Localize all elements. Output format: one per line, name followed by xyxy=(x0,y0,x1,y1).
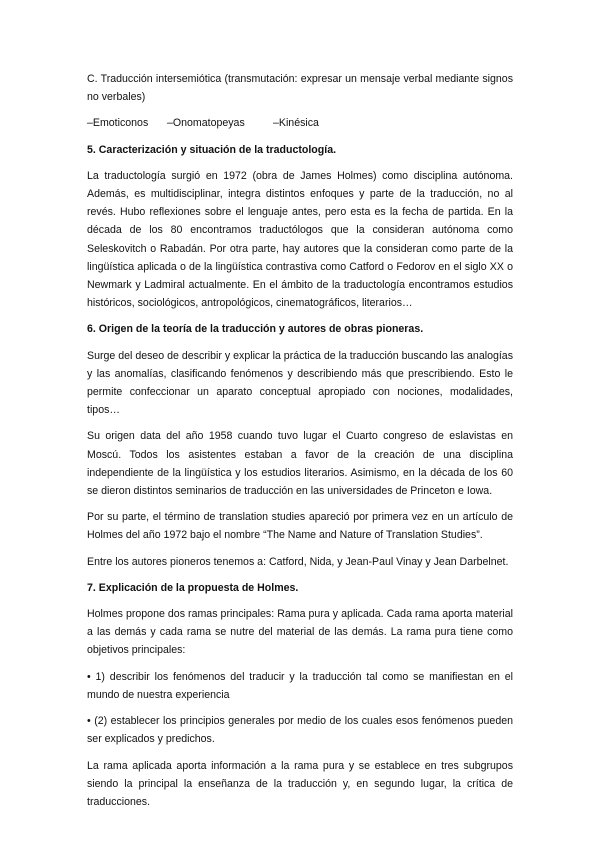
section-6-paragraph-1: Surge del deseo de describir y explicar la práctica de la traducción buscando las analogías y las anomalías, clasificando fenómenos y describiendo más que prescribiendo. Esto le permite confeccionar un aparato conceptual apropiado con nociones, modalidades, tipos… xyxy=(87,349,513,417)
intro-paragraph: C. Traducción intersemiótica (transmutación: expresar un mensaje verbal mediante signos no verbales) xyxy=(87,73,513,104)
section-7-bullet-2: • (2) establecer los principios generales por medio de los cuales esos fenómenos pueden ser explicados y predichos. xyxy=(87,715,513,746)
section-6-paragraph-3: Por su parte, el término de translation studies apareció por primera vez en un artículo de Holmes del año 1972 bajo el nombre “The Name and Nature of Translation Studies”. xyxy=(87,511,513,542)
section-7-paragraph-2: La rama aplicada aporta información a la rama pura y se establece en tres subgrupos siendo la principal la enseñanza de la traducción y, en segundo lugar, la crítica de traducciones. xyxy=(87,759,513,808)
section-5-heading: 5. Caracterización y situación de la traductología. xyxy=(87,143,337,156)
section-6-paragraph-2: Su origen data del año 1958 cuando tuvo lugar el Cuarto congreso de eslavistas en Moscú. Todos los asistentes estaban a favor de la creación de una disciplina independiente de la lingüística y los estudios literarios. Asimismo, en la década de los 60 se dieron distintos seminarios de traducción en las universidades de Princeton e Iowa. xyxy=(87,430,513,498)
examples-row xyxy=(87,114,513,132)
example-kinesica: –Kinésica xyxy=(273,117,319,130)
section-7-heading: 7. Explicación de la propuesta de Holmes. xyxy=(87,581,299,594)
section-7-bullet-1: • 1) describir los fenómenos del traducir y la traducción tal como se manifiestan en el mundo de nuestra experiencia xyxy=(87,670,513,701)
section-5-paragraph: La traductología surgió en 1972 (obra de James Holmes) como disciplina autónoma. Además, es multidisciplinar, integra distintos enfoques y parte de la traducción, no al revés. Hubo reflexiones sobre el lenguaje antes, pero esta es la fecha de partida. En la década de los 80 encontramos traductólogos que la consideran autónoma como Seleskovitch o Rabadán. Por otra parte, hay autores que la consideran como parte de la lingüística aplicada o de la lingüística contrastiva como Catford o Fedorov en el siglo XX o Newmark y Ladmiral actualmente. En el ámbito de la traductología encontramos estudios históricos, sociológicos, antropológicos, cinematográficos, literarios… xyxy=(87,169,513,310)
section-6-paragraph-4: Entre los autores pioneros tenemos a: Catford, Nida, y Jean-Paul Vinay y Jean Darbelnet. xyxy=(87,555,509,568)
example-emoticonos: –Emoticonos xyxy=(87,117,149,130)
example-onomatopeyas: –Onomatopeyas xyxy=(167,117,245,130)
section-7-paragraph-1: Holmes propone dos ramas principales: Rama pura y aplicada. Cada rama aporta material a las demás y cada rama se nutre del material de las demás. La rama pura tiene como objetivos principales: xyxy=(87,608,513,657)
section-6-heading: 6. Origen de la teoría de la traducción y autores de obras pioneras. xyxy=(87,323,424,336)
